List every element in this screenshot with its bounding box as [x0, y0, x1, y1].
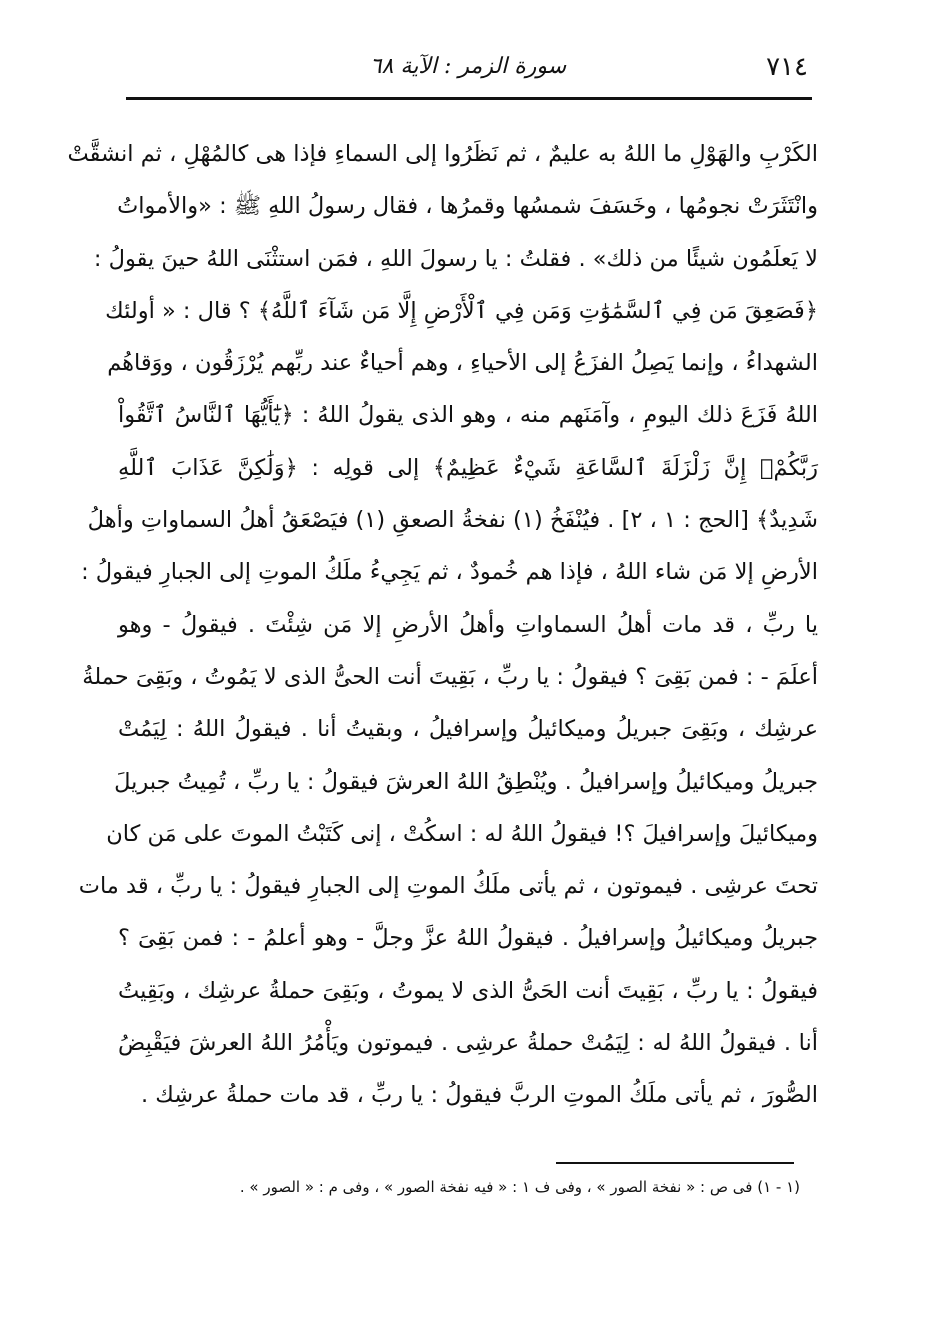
- text-line: رَبَّكُمْۚ إِنَّ زَلْزَلَةَ ٱلسَّاعَةِ شَيْءٌ عَظِيمٌ﴾ إلى قولِه : ﴿وَلَٰكِنَّ عَذَابَ ٱللَّهِ: [118, 454, 818, 481]
- running-title: سورة الزمر : الآية ٦٨: [369, 54, 567, 79]
- text-line: تحتَ عرشِى . فيموتون ، ثم يأتى ملَكُ الموتِ إلى الجبارِ فيقولُ : يا ربِّ ، قد مات: [78, 873, 818, 900]
- page-header: [128, 52, 808, 92]
- body-text: [67, 128, 818, 1122]
- text-line: يا ربِّ ، قد مات أهلُ السماواتِ وأهلُ الأرضِ إلا مَن شِئْتَ . فيقولُ - وهو: [118, 611, 818, 638]
- page-number: ٧١٤: [766, 52, 808, 82]
- text-line: ﴿فَصَعِقَ مَن فِي ٱلسَّمَٰوَٰتِ وَمَن فِي ٱلْأَرْضِ إِلَّا مَن شَآءَ ٱللَّهُ﴾ ؟ قال : « أولئك: [105, 297, 818, 324]
- header-rule: [126, 97, 812, 100]
- text-line: الصُّورَ ، ثم يأتى ملَكُ الموتِ الربَّ فيقولُ : يا ربِّ ، قد مات حملةُ عرشِك .: [140, 1082, 818, 1109]
- text-line: وميكائيلَ وإسرافيلَ ؟! فيقولُ اللهُ له : اسكُتْ ، إنى كَتَبْتُ الموتَ على مَن كان: [106, 820, 818, 847]
- text-line: أنا . فيقولُ اللهُ له : لِيَمُتْ حملةُ عرشِى . فيموتون ويَأْمُرُ اللهُ العرشَ فيَقْبِضُ: [118, 1030, 818, 1057]
- text-line: جبريلُ وميكائيلُ وإسرافيلُ . ويُنْطِقُ اللهُ العرشَ فيقولُ : يا ربِّ ، تُمِيتُ جبريلَ: [114, 768, 818, 795]
- text-line: الأرضِ إلا مَن شاء اللهُ ، فإذا هم خُمودٌ ، ثم يَجِيءُ ملَكُ الموتِ إلى الجبارِ فيقولُ :: [81, 559, 818, 586]
- text-line: عرشِك ، وبَقِىَ جبريلُ وميكائيلُ وإسرافيلُ ، وبقيتُ أنا . فيقولُ اللهُ : لِيَمُتْ: [118, 716, 818, 743]
- text-line: لا يَعلَمُون شيئًا من ذلك» . فقلتُ : يا رسولَ اللهِ ، فمَن استثْنَى اللهُ حينَ يقولُ :: [93, 245, 818, 272]
- text-line: الكَرْبِ والهَوْلِ ما اللهُ به عليمٌ ، ثم نَظَرُوا إلى السماءِ فإذا هى كالمُهْلِ ، ثم انشقَّتْ: [67, 141, 818, 167]
- text-line: أعلَمَ - : فمن بَقِىَ ؟ فيقولُ : يا ربِّ ، بَقِيتَ أنت الحىُّ الذى لا يَمُوتُ ، وبَقِىَ حملةُ: [82, 663, 818, 690]
- text-line: وانْتَثَرَتْ نجومُها ، وخَسَفَ شمسُها وقمرُها ، فقال رسولُ اللهِ ﷺ : «والأمواتُ: [117, 193, 818, 220]
- footnote-rule: [556, 1162, 794, 1164]
- footnote: (١ - ١) فى ص : « نفخة الصور » ، وفى ف ١ : « فيه نفخة الصور » ، وفى م : « الصور » .: [239, 1178, 800, 1196]
- text-line: شَدِيدٌ﴾ [الحج : ١ ، ٢] . فيُنْفَخُ (١) نفخةُ الصعقِ (١) فيَصْعَقُ أهلُ السماواتِ وأهلُ: [87, 507, 818, 534]
- text-line: اللهُ فَزَعَ ذلك اليومِ ، وآمَنَهم منه ، وهو الذى يقولُ اللهُ : ﴿يَٰٓأَيُّهَا ٱلنَّاسُ ٱتَّقُواْ: [118, 402, 818, 429]
- text-line: فيقولُ : يا ربِّ ، بَقِيتَ أنت الحَىُّ الذى لا يموتُ ، وبَقِىَ حملةُ عرشِك ، وبَقِيتُ: [118, 977, 818, 1004]
- text-line: الشهداءُ ، وإنما يَصِلُ الفزَعُ إلى الأحياءِ ، وهم أحياءٌ عند ربِّهم يُرْزَقُون ، ووَقاهُم: [107, 350, 818, 377]
- text-line: جبريلُ وميكائيلُ وإسرافيلُ . فيقولُ اللهُ عزَّ وجلَّ - وهو أعلمُ - : فمن بَقِىَ ؟: [118, 925, 818, 952]
